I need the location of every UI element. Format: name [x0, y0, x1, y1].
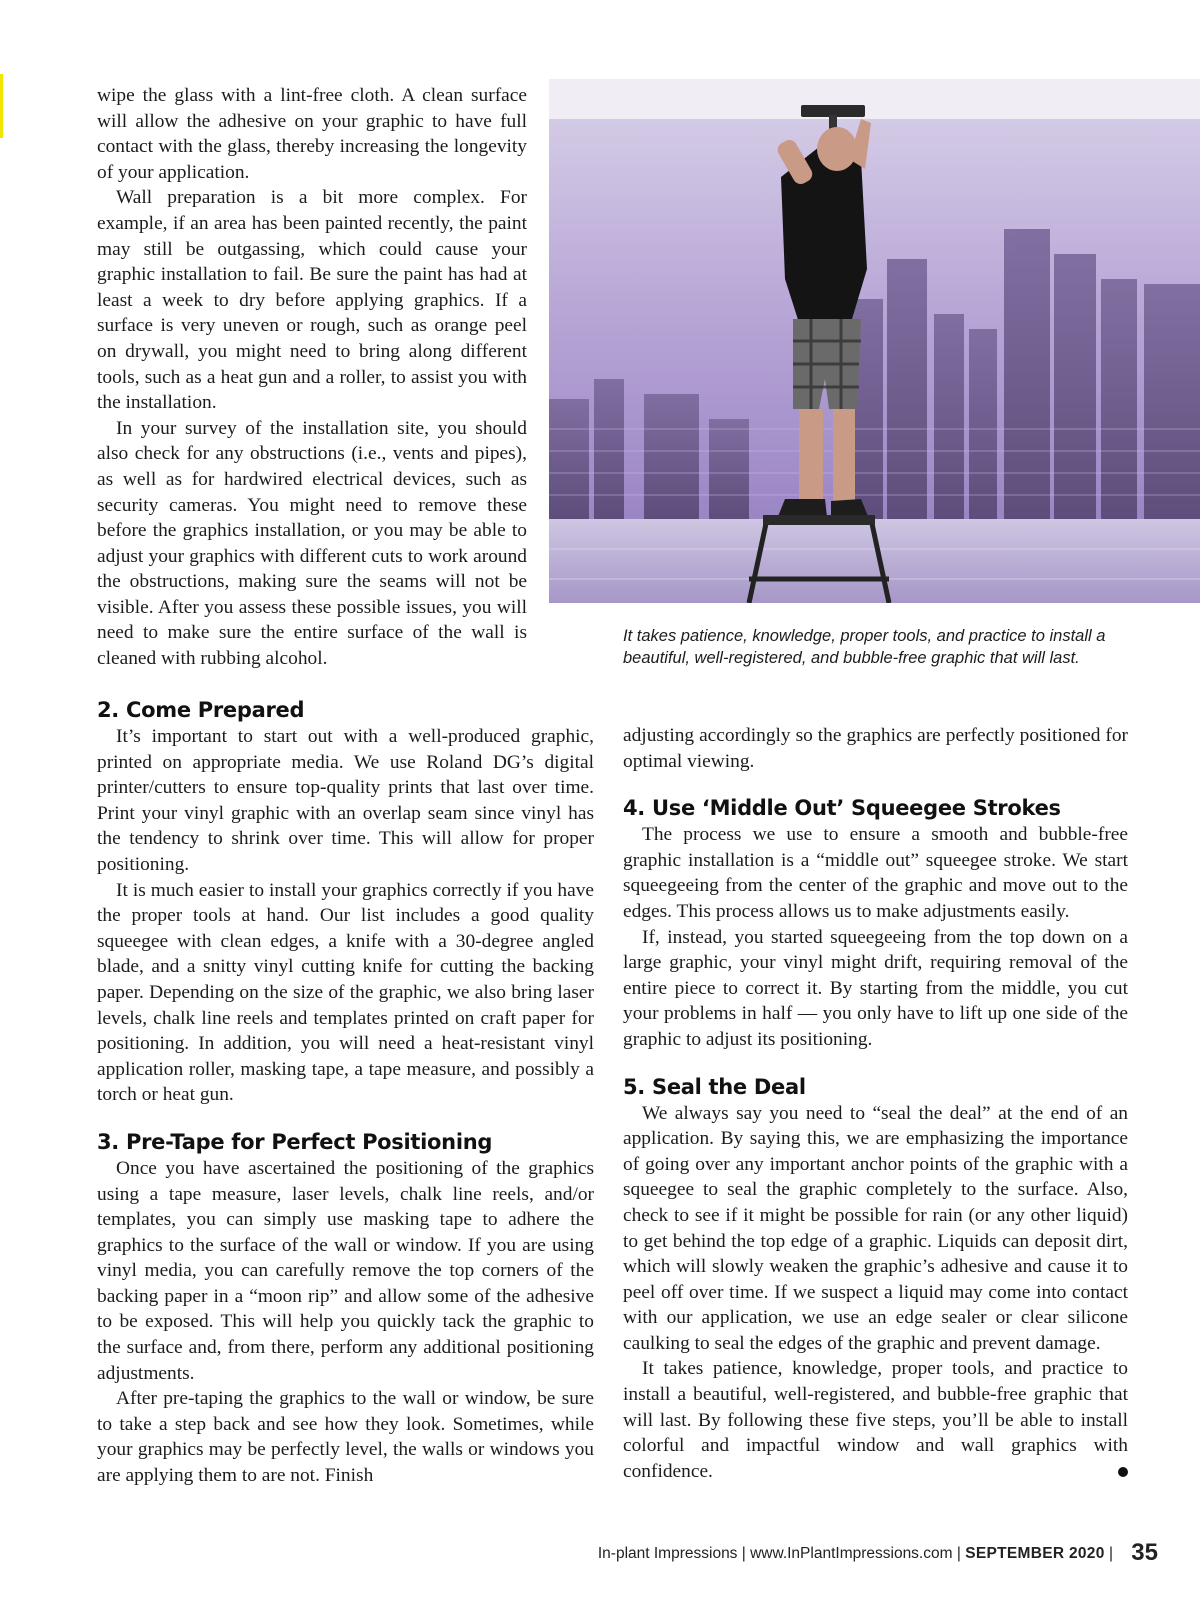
body-paragraph: After pre-taping the graphics to the wall or window, be sure to take a step back and see how they look. Sometimes, while your graphics may be perfectly level, the walls or windows you are applying them to are not. Finish: [97, 1388, 594, 1487]
publication-name: In-plant Impressions: [597, 1545, 738, 1562]
section-heading-pre-tape: 3. Pre-Tape for Perfect Positioning: [97, 1129, 493, 1154]
footer-separator: |: [956, 1545, 961, 1562]
footer-separator: |: [1108, 1545, 1113, 1562]
margin-color-mark: [0, 74, 3, 138]
publication-website: www.InPlantImpressions.com: [750, 1545, 953, 1562]
body-paragraph: The process we use to ensure a smooth and bubble-free graphic installation is a “middle out” squeegee stroke. We start squeegeeing from the center of the graphic and move out to the edges. This process allows us to make adjustments easily.: [623, 824, 1128, 922]
body-paragraph: Wall preparation is a bit more complex. For example, if an area has been painted recently, the paint may still be outgassing, which could cause your graphic installation to fail. Be sure the paint has had at least a week to dry before applying graphics. If a surface is very uneven or rough, such as orange peel on drywall, you might need to bring along different tools, such as a heat gun and a roller, to assist you with the installation.: [97, 187, 527, 414]
body-paragraph: Once you have ascertained the positioning of the graphics using a tape measure, laser levels, chalk line reels, and/or templates, you can simply use masking tape to adhere the graphics to the surface of the wall or window. If you are using vinyl media, you can carefully remove the top corners of the backing paper in a “moon rip” and allow some of the adhesive to be exposed. This will help you quickly tack the graphic to the surface and, from there, perform any additional positioning adjustments.: [97, 1157, 594, 1384]
body-paragraph-continued: adjusting accordingly so the graphics are perfectly positioned for optimal viewing.: [623, 725, 1128, 772]
body-paragraph: wipe the glass with a lint-free cloth. A clean surface will allow the adhesive on your graphic to have full contact with the glass, thereby increasing the longevity of your application.: [97, 85, 527, 183]
wall-graphic-installation-image: [549, 79, 1200, 603]
page-footer: [598, 1539, 1158, 1567]
body-paragraph: It is much easier to install your graphics correctly if you have the proper tools at hand. Our list includes a good quality squeegee with clean edges, a knife with a 30-degree angled blade, and a snitty vinyl cutting knife for cutting the backing paper. Depending on the size of the graphic, we also bring laser levels, chalk line reels and templates printed on craft paper for positioning. In addition, you will need a heat-resistant vinyl application roller, masking tape, a tape measure, and possibly a torch or heat gun.: [97, 879, 594, 1106]
body-paragraph: In your survey of the installation site, you should also check for any obstructions (i.e., vents and pipes), as well as for hardwired electrical devices, such as security cameras. You might need to remove these before the graphics installation, or you may be able to adjust your graphics with different cuts to work around the obstructions, making sure the seams will not be visible. After you assess these possible issues, you will need to make sure the entire surface of the wall is cleaned with rubbing alcohol.: [97, 417, 527, 670]
issue-month: SEPTEMBER 2020: [965, 1545, 1105, 1562]
section-heading-middle-out: 4. Use ‘Middle Out’ Squeegee Strokes: [623, 796, 1061, 821]
left-column-top: [97, 83, 527, 672]
final-paragraph-text: It takes patience, knowledge, proper tools, and practice to install a beautiful, well-registered, and bubble-free graphic that will last. By following these five steps, you’ll be able to install colorful and impactful window and wall graphics with confidence.: [623, 1358, 1128, 1482]
body-paragraph-final: [623, 1356, 1128, 1484]
installer-photo: [549, 79, 1200, 603]
end-of-article-bullet-icon: [1118, 1467, 1128, 1477]
right-column: [623, 723, 1128, 1484]
left-column-bottom: [97, 698, 594, 1489]
section-heading-come-prepared: 2. Come Prepared: [97, 698, 305, 722]
body-paragraph: We always say you need to “seal the deal” at the end of an application. By saying this, we are emphasizing the importance of going over any important anchor points of the graphic with a squeegee to seal the graphic completely to the surface. Also, check to see if it might be possible for rain (or any other liquid) to get behind the top edge of a graphic. Liquids can deposit dirt, which will slowly weaken the graphic’s adhesive and cause it to peel off over time. If we suspect a liquid may come into contact with our application, we use an edge sealer or clear silicone caulking to seal the edges of the graphic and prevent damage.: [623, 1102, 1128, 1354]
body-paragraph: It’s important to start out with a well-produced graphic, printed on appropriate media. We use Roland DG’s digital printer/cutters to ensure top-quality prints that last over time. Print your vinyl graphic with an overlap seam since vinyl has the tendency to shrink over time. This will allow for proper positioning.: [97, 726, 594, 875]
photo-caption: It takes patience, knowledge, proper tools, and practice to install a beautiful, well-registered, and bubble-free graphic that will last.: [623, 627, 1106, 667]
footer-separator: |: [741, 1545, 746, 1562]
body-paragraph: If, instead, you started squeegeeing from the top down on a large graphic, your vinyl might drift, requiring removal of the entire piece to correct it. By starting from the middle, you cut your problems in half — you only have to lift up one side of the graphic to adjust its positioning.: [623, 926, 1128, 1050]
page-number: 35: [1131, 1539, 1158, 1566]
section-heading-seal-the-deal: 5. Seal the Deal: [623, 1074, 806, 1099]
